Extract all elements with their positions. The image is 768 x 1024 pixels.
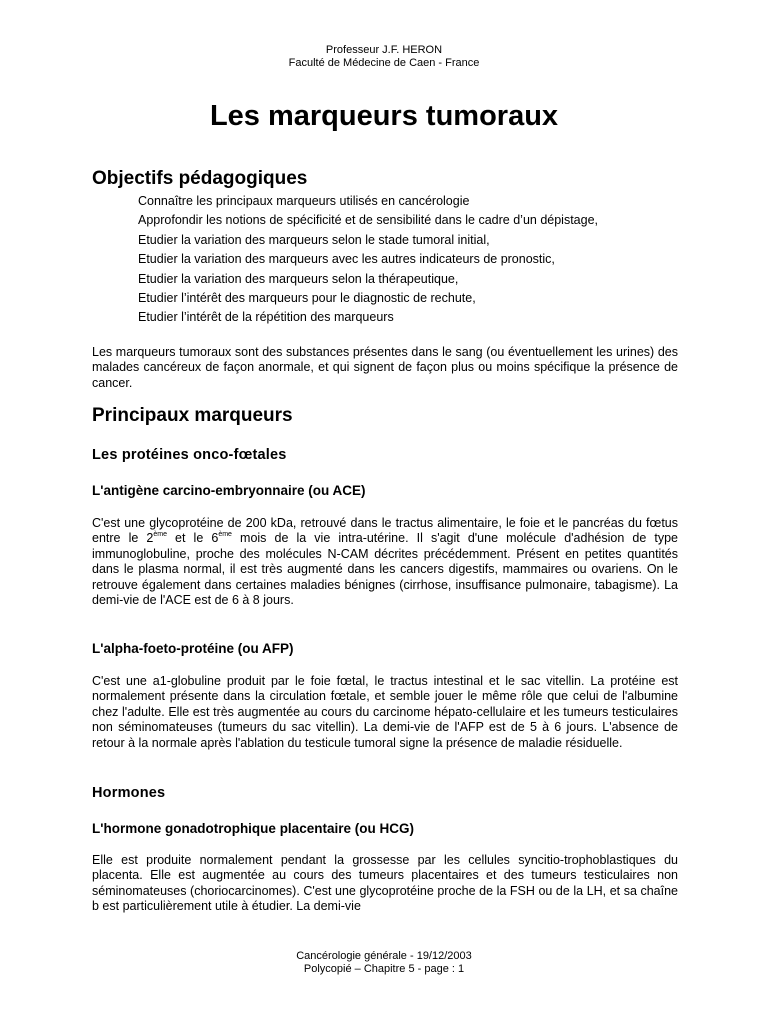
- paragraph-ace: [92, 516, 678, 608]
- section-heading-oncofetal: Les protéines onco-fœtales: [92, 447, 287, 463]
- footer-page: Polycopié – Chapitre 5 - page : 1: [303, 963, 465, 975]
- objective-item: Connaître les principaux marqueurs utilisés en cancérologie: [138, 194, 470, 208]
- paragraph-ace-text-a: C'est une glycoprotéine de 200 kDa, retrouvé dans le tractus alimentaire, le foie et le pancréas du fœtus entre le 2: [92, 516, 678, 546]
- intro-paragraph: Les marqueurs tumoraux sont des substances présentes dans le sang (ou éventuellement les urines) des malades cancéreux de façon anormale, et qui signent de façon plus ou moins spécifique la présence de cancer.: [92, 345, 678, 390]
- footer-course: Cancérologie générale - 19/12/2003: [296, 950, 472, 962]
- page-header: [0, 44, 768, 70]
- document-title: Les marqueurs tumoraux: [209, 100, 559, 132]
- subheading-ace: L'antigène carcino-embryonnaire (ou ACE): [92, 483, 366, 498]
- paragraph-afp: C'est une a1-globuline produit par le foie fœtal, le tractus intestinal et le sac vitellin. La protéine est normalement présente dans la circulation fœtale, et semble jouer le même rôle que celui de l'albumine chez l'adulte. Elle est très augmentée au cours du carcinome hépato-cellulaire et les tumeurs testiculaires non séminomateuses (tumeurs du sac vitellin). La demi-vie de l'AFP est de 5 à 6 jours. L'absence de retour à la normale après l'ablation du testicule tumoral signe la présence de maladie résiduelle.: [92, 674, 678, 750]
- header-institution: Faculté de Médecine de Caen - France: [288, 57, 480, 69]
- section-heading-hormones: Hormones: [92, 785, 166, 801]
- objectives-list: [138, 192, 598, 328]
- objective-item: Etudier la variation des marqueurs avec les autres indicateurs de pronostic,: [138, 252, 555, 267]
- objective-item: Etudier l’intérêt des marqueurs pour le diagnostic de rechute,: [138, 291, 476, 306]
- paragraph-ace-text-c: mois de la vie intra-utérine. Il s'agit d'une molécule d'adhésion de type immunoglobuline, proche des molécules N-CAM décrites précédemment. Présent en petites quantités dans le plasma normal, il est très augmenté dans les cancers digestifs, mammaires ou ovariens. On le retrouve également dans certaines maladies bénignes (cirrhose, insuffisance pulmonaire, tabagisme). La demi-vie de l'ACE est de 6 à 8 jours.: [92, 531, 678, 608]
- subheading-afp: L'alpha-foeto-protéine (ou AFP): [92, 641, 294, 656]
- superscript: ème: [218, 531, 232, 539]
- subheading-hcg: L'hormone gonadotrophique placentaire (ou HCG): [92, 821, 414, 836]
- paragraph-hcg: Elle est produite normalement pendant la grossesse par les cellules syncitio-trophoblastiques du placenta. Elle est augmentée au cours des tumeurs placentaires et des tumeurs testiculaires non séminomateuses (choriocarcinomes). C'est une glycoprotéine proche de la FSH ou de la LH, et sa chaîne b est particulièrement utile à étudier. La demi-vie: [92, 853, 678, 914]
- superscript: ème: [153, 531, 167, 539]
- main-heading: Principaux marqueurs: [92, 405, 293, 426]
- page-footer: [0, 950, 768, 976]
- objectives-heading: Objectifs pédagogiques: [92, 168, 308, 189]
- objective-item: Etudier la variation des marqueurs selon le stade tumoral initial,: [138, 232, 490, 247]
- paragraph-ace-text-b: et le 6: [166, 531, 219, 546]
- objective-item: Etudier l’intérêt de la répétition des marqueurs: [138, 310, 394, 325]
- objective-item: Etudier la variation des marqueurs selon la thérapeutique,: [138, 271, 459, 286]
- header-author: Professeur J.F. HERON: [325, 44, 443, 56]
- objective-item: Approfondir les notions de spécificité et de sensibilité dans le cadre d’un dépistage,: [138, 213, 599, 228]
